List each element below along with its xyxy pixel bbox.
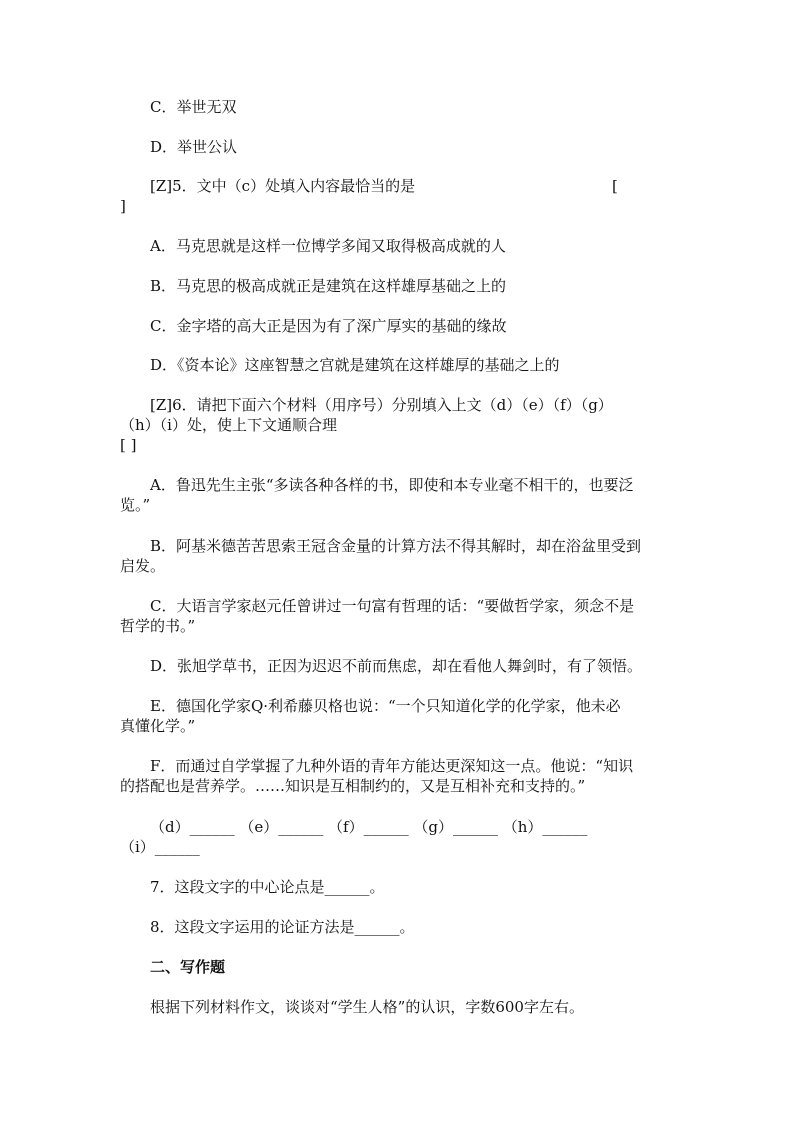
question-6-line1: [Z]6．请把下面六个材料（用序号）分别填入上文（d）（e）（f）（g） bbox=[150, 396, 613, 414]
material-b-line1: B．阿基米德苦苦思索王冠含金量的计算方法不得其解时，却在浴盆里受到 bbox=[150, 537, 642, 555]
option-c-text: C．举世无双 bbox=[150, 98, 237, 116]
answer-bracket-close: ] bbox=[120, 197, 126, 215]
answer-bracket-open: [ bbox=[612, 177, 618, 195]
fill-blanks-line2: （i）______ bbox=[120, 838, 200, 856]
material-e-line2: 真懂化学。” bbox=[120, 717, 196, 735]
fill-blanks-line1: （d）______ （e）______ （f）______ （g）______ （h）______ bbox=[150, 818, 588, 836]
question-6-bracket: [ ] bbox=[120, 436, 137, 454]
material-a-line1: A．鲁迅先生主张“多读各种各样的书，即使和本专业毫不相干的，也要泛 bbox=[150, 476, 634, 494]
material-f-line1: F．而通过自学掌握了九种外语的青年方能达更深知这一点。他说：“知识 bbox=[150, 757, 634, 775]
material-c-line2: 哲学的书。” bbox=[120, 617, 196, 635]
q5-option-a: A．马克思就是这样一位博学多闻又取得极高成就的人 bbox=[150, 237, 506, 255]
question-8-text: 8．这段文字运用的论证方法是______。 bbox=[150, 918, 415, 936]
q5-option-d: D．《资本论》这座智慧之宫就是建筑在这样雄厚的基础之上的 bbox=[150, 356, 560, 374]
q5-option-b: B．马克思的极高成就正是建筑在这样雄厚基础之上的 bbox=[150, 277, 507, 295]
material-e-line1: E．德国化学家Q·利希藤贝格也说：“一个只知道化学的化学家，他未必 bbox=[150, 697, 621, 715]
material-d-line1: D．张旭学草书，正因为迟迟不前而焦虑，却在看他人舞剑时，有了领悟。 bbox=[150, 657, 643, 675]
q5-option-c: C．金字塔的高大正是因为有了深广厚实的基础的缘故 bbox=[150, 317, 507, 335]
material-a-line2: 览。” bbox=[120, 496, 151, 514]
option-d-text: D．举世公认 bbox=[150, 138, 238, 156]
material-b-line2: 启发。 bbox=[120, 557, 166, 575]
section-2-heading: 二、写作题 bbox=[150, 958, 226, 976]
question-7-text: 7．这段文字的中心论点是______。 bbox=[150, 878, 385, 896]
material-c-line1: C．大语言学家赵元任曾讲过一句富有哲理的话：“要做哲学家，须念不是 bbox=[150, 597, 635, 615]
question-5-text: [Z]5．文中（c）处填入内容最恰当的是 bbox=[150, 177, 416, 195]
essay-prompt: 根据下列材料作文，谈谈对“学生人格”的认识，字数600字左右。 bbox=[150, 998, 584, 1016]
material-f-line2: 的搭配也是营养学。……知识是互相制约的，又是互相补充和支持的。” bbox=[120, 777, 586, 795]
question-6-line2: （h）（i）处，使上下文通顺合理 bbox=[120, 416, 337, 434]
